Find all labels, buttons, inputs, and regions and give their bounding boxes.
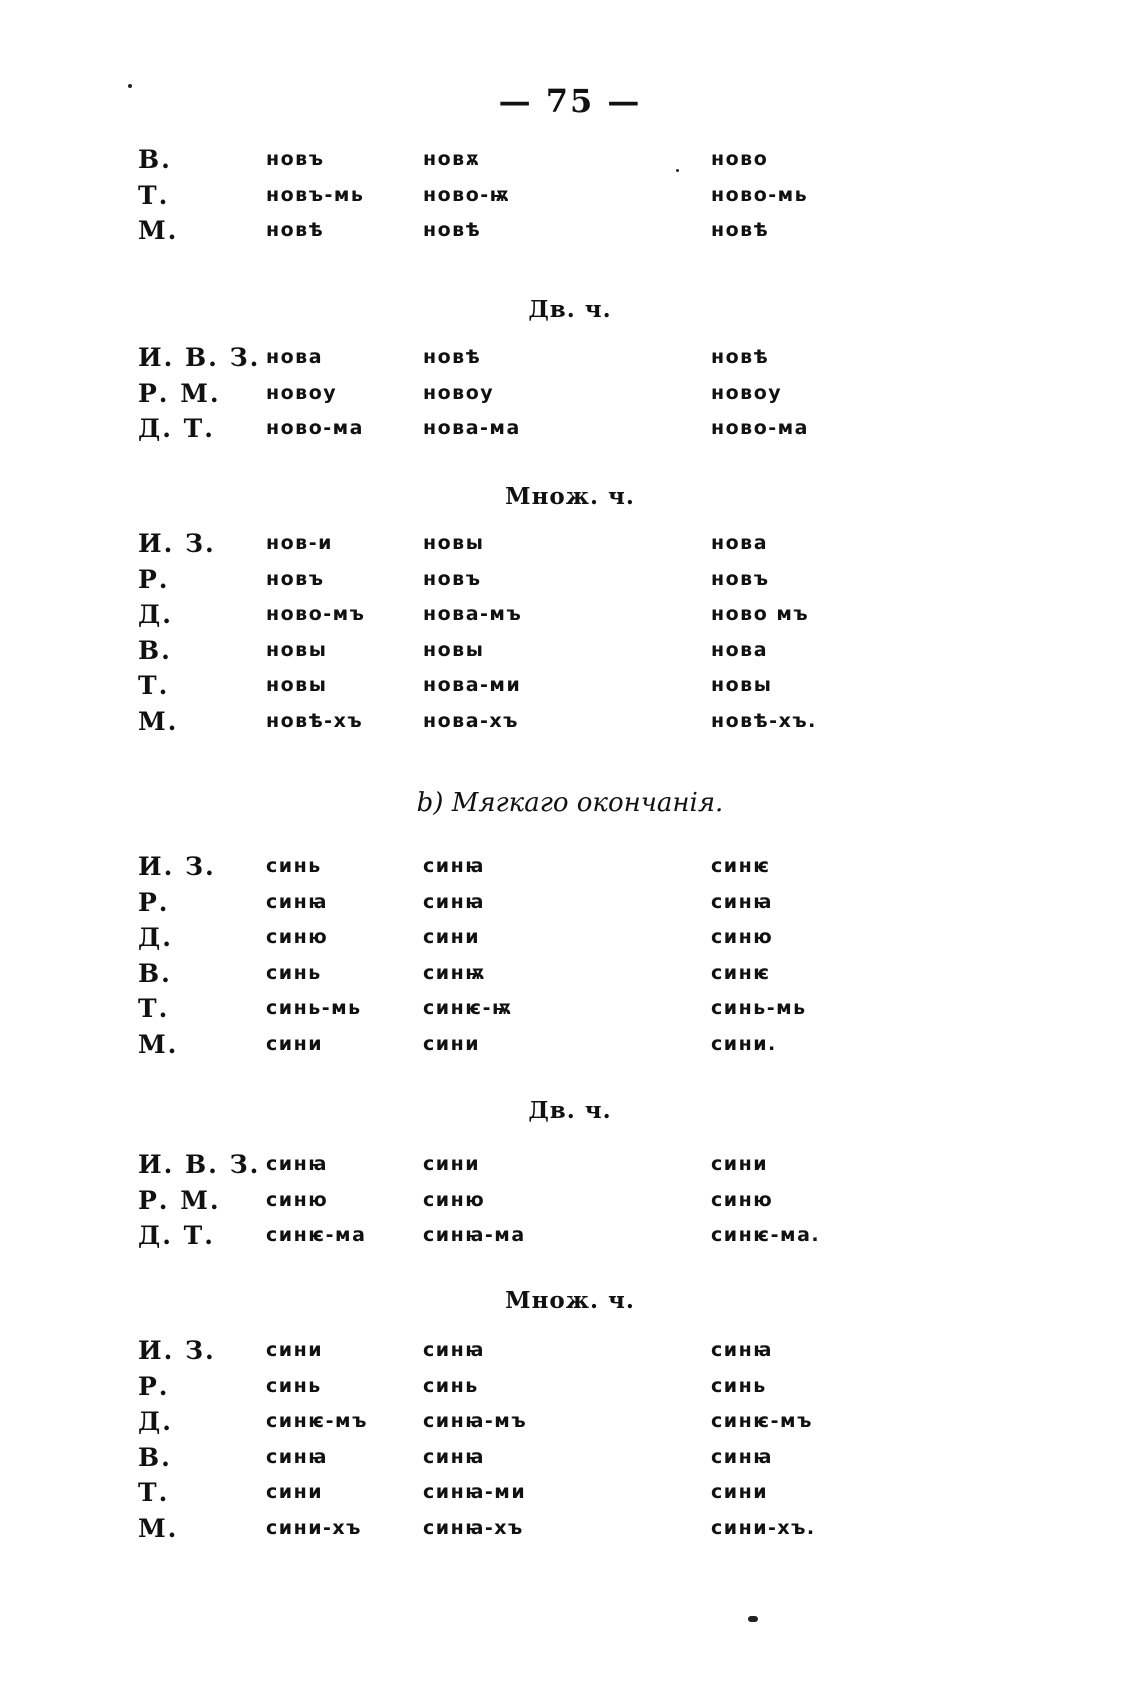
table-row (138, 1443, 1018, 1479)
masculine-form: синю (266, 1188, 329, 1211)
section-heading-dual: Дв. ч. (528, 1097, 612, 1124)
table-row (138, 216, 1018, 252)
table-row (138, 671, 1018, 707)
print-speck (128, 84, 132, 88)
table-row (138, 994, 1018, 1030)
feminine-form: синꙗ-хъ (423, 1516, 524, 1539)
case-label: В. (138, 1442, 172, 1472)
case-label: М. (138, 706, 179, 736)
case-label: М. (138, 1029, 179, 1059)
neuter-form: новѣ-хъ. (711, 709, 817, 732)
neuter-form: синѥ-мъ (711, 1410, 813, 1432)
table-row (138, 343, 1018, 379)
feminine-form: сини (423, 926, 481, 948)
neuter-form: синѥ-ма. (711, 1224, 821, 1246)
neuter-form: нова (711, 532, 769, 554)
neuter-form: синѥ (711, 961, 771, 984)
case-label: Р. (138, 887, 170, 917)
case-label: И. З. (138, 529, 216, 558)
neuter-form: ново-мь (711, 183, 809, 206)
masculine-form: ново-мъ (266, 603, 366, 625)
table-row (138, 888, 1018, 924)
neuter-form: сини-хъ. (711, 1516, 816, 1539)
feminine-form: нова-мъ (423, 603, 523, 625)
soft-dual-table (138, 1150, 1018, 1257)
masculine-form: синꙗ (266, 890, 328, 913)
feminine-form: синꙗ-мъ (423, 1410, 528, 1432)
masculine-form: синь (266, 961, 322, 984)
feminine-form: новы (423, 532, 485, 554)
masculine-form: синю (266, 926, 329, 948)
feminine-form: синꙗ (423, 890, 485, 913)
neuter-form: сини (711, 1153, 769, 1175)
feminine-form: новѣ (423, 219, 482, 241)
table-row (138, 923, 1018, 959)
table-row (138, 1407, 1018, 1443)
case-label: Р. (138, 1371, 170, 1401)
feminine-form: новѣ (423, 346, 482, 368)
case-label: Р. (138, 564, 170, 594)
feminine-form: нова-хъ (423, 709, 519, 732)
neuter-form: ново (711, 148, 769, 170)
feminine-form: новѫ (423, 148, 481, 170)
table-row (138, 600, 1018, 636)
case-label: Т. (138, 1478, 170, 1507)
masculine-form: синѥ-мъ (266, 1410, 368, 1432)
print-speck (748, 1616, 758, 1622)
masculine-form: нов-и (266, 532, 333, 554)
table-row (138, 145, 1018, 181)
feminine-form: новы (423, 638, 485, 661)
soft-plural-table (138, 1336, 1018, 1549)
neuter-form: синꙗ (711, 1339, 773, 1361)
neuter-form: новъ (711, 567, 770, 590)
masculine-form: новѣ (266, 219, 325, 241)
table-row (138, 379, 1018, 415)
case-label: Д. Т. (138, 414, 215, 443)
table-row (138, 1514, 1018, 1550)
case-label: Д. (138, 1407, 173, 1436)
neuter-form: ново-ма (711, 417, 809, 439)
table-row (138, 181, 1018, 217)
masculine-form: нова (266, 346, 324, 368)
table-row (138, 1186, 1018, 1222)
section-heading-plural: Множ. ч. (505, 483, 635, 510)
masculine-form: синꙗ (266, 1153, 328, 1175)
feminine-form: синꙗ (423, 1445, 485, 1468)
masculine-form: сини-хъ (266, 1516, 362, 1539)
masculine-form: синь (266, 855, 322, 877)
neuter-form: ново мъ (711, 603, 810, 625)
table-row (138, 959, 1018, 995)
table-row (138, 529, 1018, 565)
neuter-form: новѣ (711, 219, 770, 241)
table-row (138, 1221, 1018, 1257)
case-label: Д. Т. (138, 1221, 215, 1250)
case-label: Р. М. (138, 1185, 221, 1215)
table-row (138, 636, 1018, 672)
masculine-form: синꙗ (266, 1445, 328, 1468)
table-row (138, 1478, 1018, 1514)
masculine-form: новы (266, 674, 328, 696)
masculine-form: синь (266, 1374, 322, 1397)
case-label: И. З. (138, 852, 216, 881)
table-row (138, 414, 1018, 450)
table-row (138, 1336, 1018, 1372)
neuter-form: сини (711, 1481, 769, 1503)
neuter-form: синю (711, 1188, 774, 1211)
feminine-form: новоу (423, 381, 495, 404)
feminine-form: синѥ-ѭ (423, 997, 513, 1019)
neuter-form: синꙗ (711, 890, 773, 913)
case-label: И. В. З. (138, 1150, 261, 1179)
masculine-form: новѣ-хъ (266, 709, 364, 732)
page-number: — 75 — (498, 82, 642, 120)
feminine-form: синꙗ-ма (423, 1224, 526, 1246)
feminine-form: новъ (423, 567, 482, 590)
masculine-form: сини (266, 1481, 324, 1503)
soft-singular-table (138, 852, 1018, 1065)
feminine-form: синꙗ (423, 1339, 485, 1361)
feminine-form: синю (423, 1188, 486, 1211)
case-label: Р. М. (138, 378, 221, 408)
masculine-form: ново-ма (266, 417, 364, 439)
case-label: В. (138, 145, 172, 174)
feminine-form: ново-ѭ (423, 183, 511, 206)
table-row (138, 1030, 1018, 1066)
feminine-form: синь (423, 1374, 479, 1397)
masculine-form: новы (266, 638, 328, 661)
neuter-form: сини. (711, 1032, 777, 1055)
masculine-form: новоу (266, 381, 338, 404)
neuter-form: синь-мь (711, 997, 807, 1019)
hard-dual-table (138, 343, 1018, 450)
masculine-form: сини (266, 1032, 324, 1055)
hard-plural-table (138, 529, 1018, 742)
section-heading-dual: Дв. ч. (528, 296, 612, 323)
masculine-form: новъ (266, 567, 325, 590)
feminine-form: сини (423, 1032, 481, 1055)
masculine-form: синь-мь (266, 997, 362, 1019)
case-label: М. (138, 1513, 179, 1543)
feminine-form: сини (423, 1153, 481, 1175)
case-label: Д. (138, 923, 173, 952)
table-row (138, 565, 1018, 601)
table-row (138, 1150, 1018, 1186)
neuter-form: новы (711, 674, 773, 696)
neuter-form: синꙗ (711, 1445, 773, 1468)
masculine-form: новъ-мь (266, 183, 365, 206)
case-label: Т. (138, 671, 170, 700)
case-label: Т. (138, 994, 170, 1023)
feminine-form: синꙗ (423, 855, 485, 877)
feminine-form: нова-ми (423, 674, 522, 696)
section-heading-plural: Множ. ч. (505, 1287, 635, 1314)
case-label: И. В. З. (138, 343, 261, 372)
case-label: Д. (138, 600, 173, 629)
table-row (138, 1372, 1018, 1408)
masculine-form: синѥ-ма (266, 1224, 367, 1246)
neuter-form: новѣ (711, 346, 770, 368)
print-speck (676, 169, 679, 172)
hard-singular-table (138, 145, 1018, 252)
case-label: В. (138, 958, 172, 988)
neuter-form: синь (711, 1374, 767, 1397)
feminine-form: синꙗ-ми (423, 1481, 527, 1503)
table-row (138, 707, 1018, 743)
table-row (138, 852, 1018, 888)
masculine-form: новъ (266, 148, 325, 170)
neuter-form: синѥ (711, 855, 771, 877)
case-label: И. З. (138, 1336, 216, 1365)
neuter-form: новоу (711, 381, 783, 404)
case-label: В. (138, 635, 172, 665)
feminine-form: нова-ма (423, 417, 521, 439)
soft-ending-subheading: b) Мягкаго окончанія. (416, 788, 724, 818)
neuter-form: синю (711, 926, 774, 948)
case-label: Т. (138, 180, 170, 210)
case-label: М. (138, 216, 179, 245)
masculine-form: сини (266, 1339, 324, 1361)
neuter-form: нова (711, 638, 769, 661)
feminine-form: синѭ (423, 961, 486, 984)
